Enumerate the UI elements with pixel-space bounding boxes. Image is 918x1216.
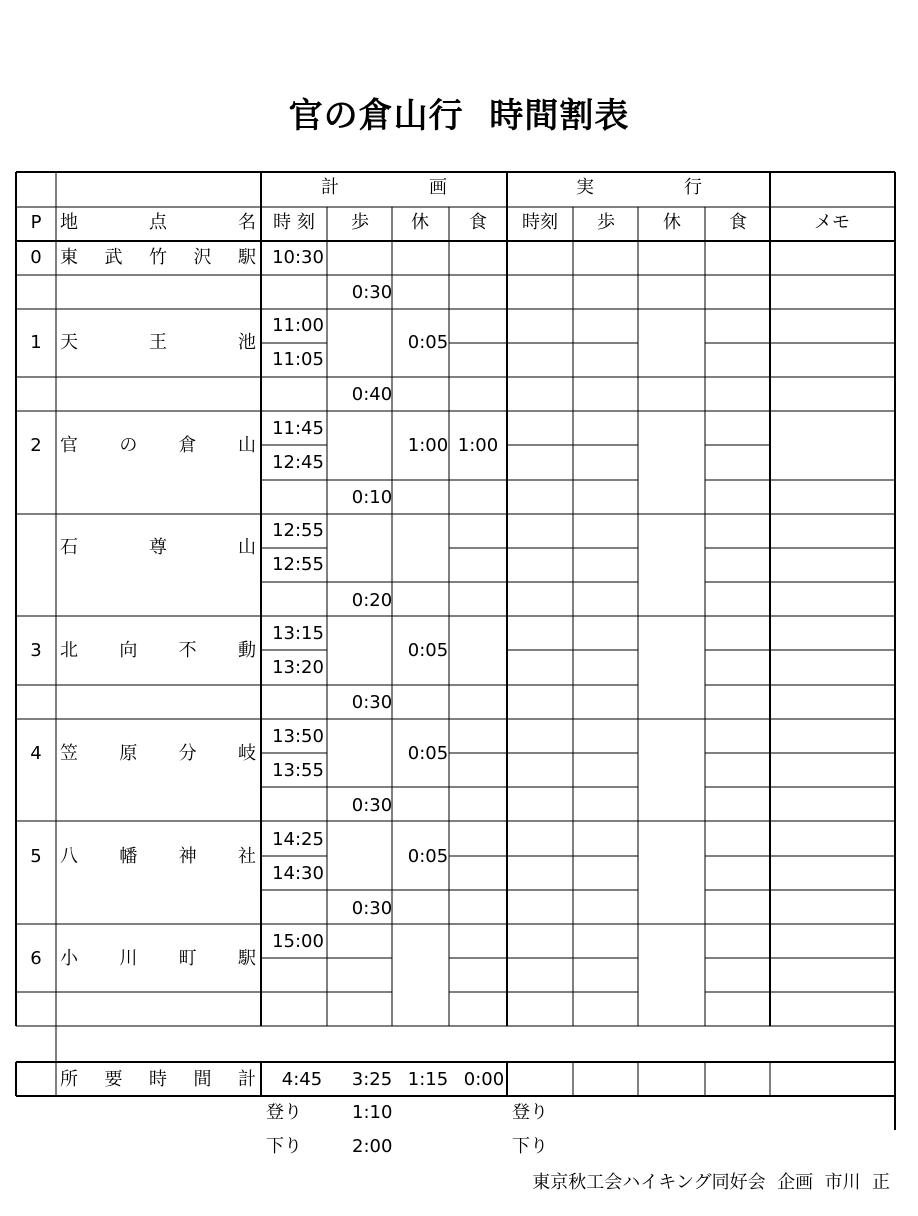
walk-time: 0:10 (351, 487, 393, 508)
col-place (60, 212, 256, 234)
up-value: 1:10 (352, 1102, 393, 1123)
col-place-char: 地 (60, 212, 78, 233)
col-memo: メモ (814, 212, 850, 233)
place-name: 東 武 竹 沢 駅 (60, 247, 256, 268)
organizer-credit: 東京秋工会ハイキング同好会 企画 市川 正 (532, 1172, 890, 1193)
col-place-char: 名 (238, 212, 256, 233)
plan-time: 13:15 (272, 623, 324, 644)
point-number: 4 (30, 743, 42, 764)
plan-time: 12:45 (272, 452, 324, 473)
col-meal: 食 (469, 212, 487, 233)
walk-time: 0:30 (351, 898, 393, 919)
col-plan-time: 時 刻 (273, 212, 315, 233)
plan-header: 計 画 (321, 177, 447, 198)
col-act-meal: 食 (729, 212, 747, 233)
actual-up-label: 登り (512, 1102, 548, 1123)
plan-time: 13:55 (272, 760, 324, 781)
up-label: 登り (266, 1102, 302, 1123)
point-number: 5 (30, 846, 42, 867)
walk-time: 0:20 (351, 590, 393, 611)
down-label: 下り (266, 1136, 302, 1157)
place-name: 石 尊 山 (60, 537, 256, 558)
plan-time: 13:20 (272, 657, 324, 678)
walk-time: 0:30 (351, 282, 393, 303)
place-name: 八 幡 神 社 (60, 846, 256, 867)
plan-time: 11:00 (272, 315, 324, 336)
plan-time: 10:30 (272, 247, 324, 268)
rest-time: 1:00 (407, 435, 449, 456)
total-rest: 1:15 (407, 1069, 449, 1090)
walk-time: 0:40 (351, 384, 393, 405)
col-walk: 歩 (351, 212, 369, 233)
col-p: P (30, 212, 42, 233)
col-place-char: 点 (149, 212, 167, 233)
plan-time: 12:55 (272, 554, 324, 575)
point-number: 1 (30, 332, 42, 353)
down-value: 2:00 (352, 1136, 393, 1157)
rest-time: 0:05 (407, 332, 449, 353)
actual-header: 実 行 (576, 177, 702, 198)
rest-time: 0:05 (407, 743, 449, 764)
place-name: 小 川 町 駅 (60, 948, 256, 969)
point-number: 0 (30, 247, 42, 268)
rest-time: 0:05 (407, 640, 449, 661)
plan-time: 11:05 (272, 349, 324, 370)
point-number: 3 (30, 640, 42, 661)
rest-time: 0:05 (407, 846, 449, 867)
plan-time: 11:45 (272, 418, 324, 439)
point-number: 6 (30, 948, 42, 969)
plan-time: 15:00 (272, 931, 324, 952)
col-act-walk: 歩 (597, 212, 615, 233)
total-time: 4:45 (281, 1069, 323, 1090)
plan-time: 13:50 (272, 726, 324, 747)
place-name: 笠 原 分 岐 (60, 743, 256, 764)
plan-time: 14:25 (272, 829, 324, 850)
meal-time: 1:00 (457, 435, 499, 456)
walk-time: 0:30 (351, 692, 393, 713)
place-name: 天 王 池 (60, 332, 256, 353)
walk-time: 0:30 (351, 795, 393, 816)
place-name: 官 の 倉 山 (60, 435, 256, 456)
plan-time: 14:30 (272, 863, 324, 884)
col-act-rest: 休 (663, 212, 681, 233)
total-walk: 3:25 (351, 1069, 393, 1090)
point-number: 2 (30, 435, 42, 456)
plan-time: 12:55 (272, 520, 324, 541)
actual-down-label: 下り (512, 1136, 548, 1157)
total-meal: 0:00 (463, 1069, 505, 1090)
total-label: 所 要 時 間 計 (60, 1069, 256, 1090)
col-rest: 休 (411, 212, 429, 233)
col-act-time: 時刻 (522, 212, 558, 233)
place-name: 北 向 不 動 (60, 640, 256, 661)
page-title: 官の倉山行 時間割表 (288, 96, 630, 136)
